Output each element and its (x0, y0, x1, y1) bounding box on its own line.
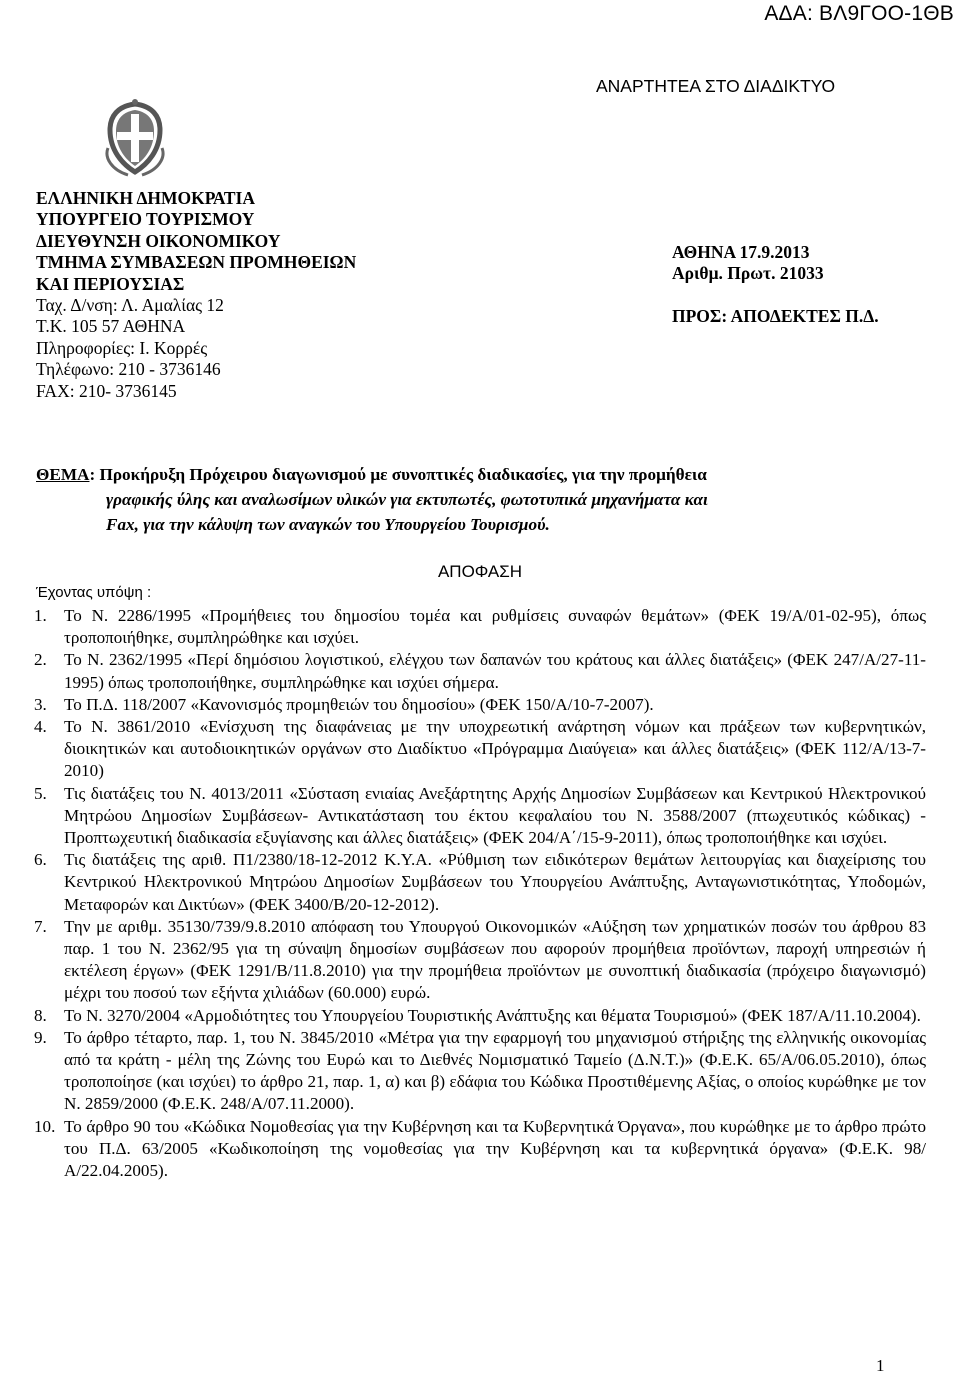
item-number: 3. (34, 694, 47, 714)
item-text: Το Ν. 2286/1995 «Προμήθειες του δημοσίου τομέα και ρυθμίσεις συναφών θεμάτων» (ΦΕΚ 19/Α/01-02-95), όπως τροποποιήθηκε, συμπληρώθηκε και ισχύει. (64, 606, 926, 648)
item-text: Το Ν. 2362/1995 «Περί δημόσιου λογιστικού, ελέγχου των δαπανών του κράτους και άλλες διατάξεις» (ΦΕΚ 247/Α/27-11-1995) όπως τροποποιήθηκε, συμπληρώθηκε και ισχύει σήμερα. (64, 650, 926, 692)
subject-line: Fax, για την κάλυψη των αναγκών του Υπουργείου Τουρισμού. (106, 515, 550, 534)
item-number: 5. (34, 783, 47, 803)
item-text: Την με αριθμ. 35130/739/9.8.2010 απόφαση του Υπουργού Οικονομικών «Αύξηση των χρηματικών ποσών του άρθρου 83 παρ. 1 του Ν. 2362/95 για τη σύναψη δημοσίων συμβάσεων που αφορούν προμήθεια προϊόντων, παροχή υπηρεσιών ή εκτέλεση έργων» (ΦΕΚ 1291/Β/11.8.2010) για την προμήθεια προϊόντων με συνοπτική διαδικασία (πρόχειρο διαγωνισμό) μέχρι του ποσού των εξήντα χιλιάδων (60.000) ευρώ. (64, 916, 926, 1003)
header-line: Ταχ. Δ/νση: Λ. Αμαλίας 12 (36, 295, 224, 316)
list-item (34, 1005, 926, 1027)
item-text: Το Ν. 3270/2004 «Αρμοδιότητες του Υπουργείου Τουριστικής Ανάπτυξης και θέματα Τουρισμού» (ΦΕΚ 187/Α/11.10.2004). (64, 1005, 921, 1025)
list-item (34, 605, 926, 649)
list-item (34, 716, 926, 783)
item-number: 1. (34, 606, 47, 625)
legal-basis-list (34, 605, 926, 1182)
document-date: ΑΘΗΝΑ 17.9.2013 (672, 242, 810, 262)
item-number: 6. (34, 850, 47, 870)
subject-label: ΘΕΜΑ (36, 465, 90, 484)
list-item (34, 649, 926, 693)
header-line: ΔΙΕΥΘΥΝΣΗ ΟΙΚΟΝΟΜΙΚΟΥ (36, 230, 281, 251)
list-item (34, 849, 926, 916)
page-number: 1 (876, 1356, 885, 1375)
sender-header (36, 188, 356, 402)
list-item (34, 783, 926, 850)
header-line: ΤΜΗΜΑ ΣΥΜΒΑΣΕΩΝ ΠΡΟΜΗΘΕΙΩΝ (36, 252, 357, 273)
header-line: ΕΛΛΗΝΙΚΗ ΔΗΜΟΚΡΑΤΙΑ (36, 188, 255, 208)
subject-line: γραφικής ύλης και αναλωσίμων υλικών για εκτυπωτές, φωτοτυπικά μηχανήματα και (106, 490, 708, 509)
list-item (34, 1027, 926, 1116)
item-number: 10. (34, 1116, 56, 1136)
subject-block (36, 462, 896, 537)
item-number: 7. (34, 916, 47, 936)
header-line: Πληροφορίες: Ι. Κορρές (36, 337, 208, 358)
subject-line: : Προκήρυξη Πρόχειρου διαγωνισμού με συνοπτικές διαδικασίες, για την προμήθεια (89, 465, 707, 484)
recipient: ΠΡΟΣ: ΑΠΟΔΕΚΤΕΣ Π.Δ. (672, 306, 879, 326)
posted-notice: ΑΝΑΡΤΗΤΕΑ ΣΤΟ ΔΙΑΔΙΚΤΥΟ (596, 76, 836, 96)
item-text: Το Ν. 3861/2010 «Ενίσχυση της διαφάνειας με την υποχρεωτική ανάρτηση νόμων και πράξεων των κυβερνητικών, διοικητικών και αυτοδιοικητικών οργάνων στο Διαδίκτυο «Πρόγραμμα Διαύγεια» και άλλες διατάξεις» (ΦΕΚ 112/Α/13-7-2010) (64, 717, 926, 781)
ada-stamp: ΑΔΑ: ΒΛ9ΓΟΟ-1ΘΒ (764, 2, 954, 25)
header-line: ΚΑΙ ΠΕΡΙΟΥΣΙΑΣ (36, 273, 185, 294)
list-item (34, 916, 926, 1005)
list-item (34, 1116, 926, 1183)
item-number: 2. (34, 650, 47, 670)
item-text: Τις διατάξεις της αριθ. Π1/2380/18-12-2012 Κ.Υ.Α. «Ρύθμιση των ειδικότερων θεμάτων λειτουργίας και διαχείρισης του Κεντρικού Ηλεκτρονικού Μητρώου Δημοσίων Συμβάσεων του Υπουργείου Ανάπτυξης, Ανταγωνιστικότητας, Υποδομών, Μεταφορών και Δικτύων» (ΦΕΚ 3400/Β/20-12-2012). (64, 850, 926, 914)
item-text: Τις διατάξεις του Ν. 4013/2011 «Σύσταση ενιαίας Ανεξάρτητης Αρχής Δημοσίων Συμβάσεων και Κεντρικού Ηλεκτρονικού Μητρώου Δημοσίων Συμβάσεων- Αντικατάσταση του έκτου κεφαλαίου του Ν. 3588/2007 (πτωχευτικός κώδικας) - Προπτωχευτική διαδικασία εξυγίανσης και άλλες διατάξεις» (ΦΕΚ 204/Α΄/15-9-2011), όπως τροποποιήθηκε και ισχύει. (64, 783, 926, 848)
item-text: Το άρθρο τέταρτο, παρ. 1, του Ν. 3845/2010 «Μέτρα για την εφαρμογή του μηχανισμού στήριξης της ελληνικής οικονομίας από τα κράτη - μέλη της Ζώνης του Ευρώ και το Διεθνές Νομισματικό Ταμείο (Δ.Ν.Τ.)» (Φ.Ε.Κ. 65/Α/06.05.2010), όπως τροποποίησε (και ισχύει) το άρθρο 21, παρ. 1, α) και β) εδάφια του Κώδικα Προστιθέμενης Αξίας, ο οποίος κυρώθηκε με τον Ν. 2859/2000 (Φ.Ε.Κ. 248/Α/07.11.2000). (64, 1027, 926, 1114)
protocol-number: Αριθμ. Πρωτ. 21033 (672, 263, 824, 283)
item-number: 9. (34, 1027, 47, 1047)
header-line: Τ.Κ. 105 57 ΑΘΗΝΑ (36, 316, 186, 337)
having-regard-label: Έχοντας υπόψη : (36, 584, 152, 601)
greek-coat-of-arms-icon (102, 98, 168, 178)
header-line: ΥΠΟΥΡΓΕΙΟ ΤΟΥΡΙΣΜΟΥ (36, 209, 255, 230)
header-line: Τηλέφωνο: 210 - 3736146 (36, 359, 221, 380)
header-line: FAX: 210- 3736145 (36, 380, 177, 401)
item-text: Το Π.Δ. 118/2007 «Κανονισμός προμηθειών του δημοσίου» (ΦΕΚ 150/Α/10-7-2007). (64, 694, 654, 714)
list-item (34, 694, 926, 716)
item-number: 4. (34, 717, 47, 737)
decision-title: ΑΠΟΦΑΣΗ (437, 562, 523, 581)
item-number: 8. (34, 1005, 47, 1025)
item-text: Το άρθρο 90 του «Κώδικα Νομοθεσίας για την Κυβέρνηση και τα Κυβερνητικά Όργανα», που κυρώθηκε με το άρθρο πρώτο του Π.Δ. 63/2005 «Κωδικοποίηση της νομοθεσίας για την Κυβέρνηση και τα κυβερνητικά όργανα» (Φ.Ε.Κ. 98/Α/22.04.2005). (64, 1116, 926, 1181)
